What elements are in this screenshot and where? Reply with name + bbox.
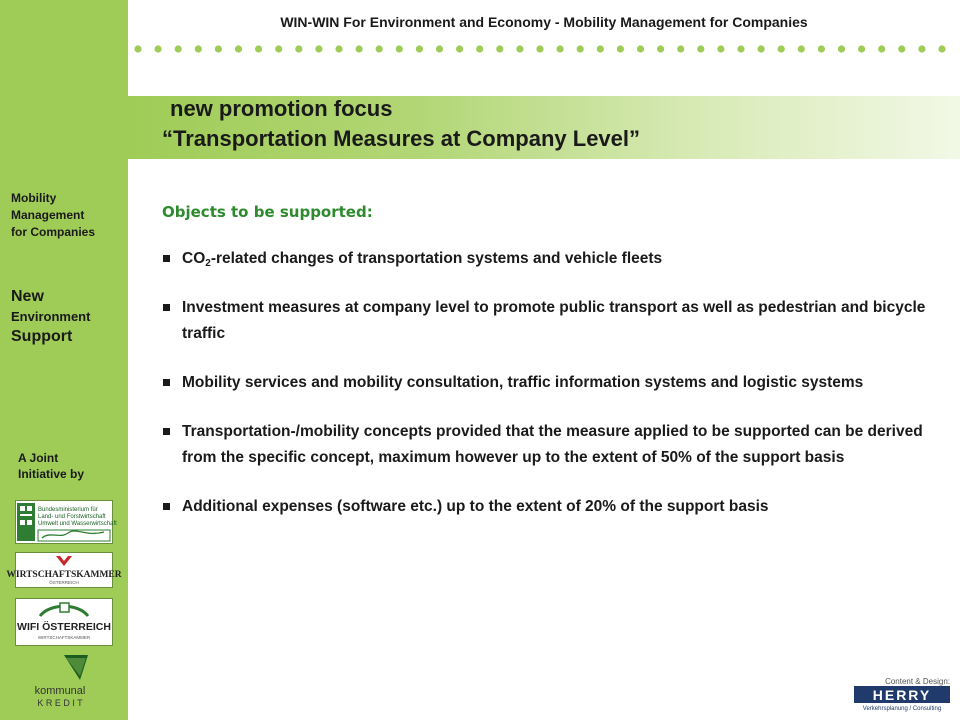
section-heading: Objects to be supported: (162, 203, 373, 221)
sidebar-mm-line: Management (11, 208, 85, 222)
list-item (162, 419, 952, 471)
bullet-text: -related changes of transportation systems and vehicle fleets (210, 250, 663, 267)
bullet-square-icon (163, 379, 170, 386)
decorative-dot (737, 45, 744, 52)
bullet-square-icon (163, 503, 170, 510)
sidebar-support-word: Support (11, 328, 73, 345)
decorative-dot (376, 45, 383, 52)
bmlfuw-logo-text: Umwelt und Wasserwirtschaft (38, 521, 117, 527)
page-header-title: WIN-WIN For Environment and Economy - Mobility Management for Companies (280, 14, 808, 30)
decorative-dot (456, 45, 463, 52)
herry-logo-text: HERRY (872, 687, 932, 703)
decorative-dot (436, 45, 443, 52)
bullet-text: Additional expenses (software etc.) up to the extent of 20% of the support basis (182, 498, 769, 515)
bullet-square-icon (163, 304, 170, 311)
decorative-dot (476, 45, 483, 52)
kommunalkredit-logo (14, 652, 114, 712)
decorative-dot (778, 45, 785, 52)
decorative-dot (898, 45, 905, 52)
decorative-dot (557, 45, 564, 52)
sidebar-new-word: New (11, 288, 44, 305)
decorative-dot (134, 45, 141, 52)
decorative-dot (577, 45, 584, 52)
decorative-dot (597, 45, 604, 52)
kommunal-logo-text: kommunal (34, 685, 86, 697)
wifi-logo-subtext: WIRTSCHAFTSKAMMER (37, 635, 91, 640)
decorative-dot (617, 45, 624, 52)
sidebar-mm-line: Mobility (11, 191, 57, 205)
decorative-dot (215, 45, 222, 52)
decorative-dot (496, 45, 503, 52)
decorative-dot (878, 45, 885, 52)
sidebar-joint-line: Initiative by (18, 467, 85, 481)
wifi-oesterreich-logo (15, 598, 113, 646)
decorative-dot (416, 45, 423, 52)
bullet-subscript: 2 (205, 258, 211, 269)
sidebar-mobility-management-label (11, 190, 95, 241)
decorative-dot (516, 45, 523, 52)
list-item (162, 295, 952, 347)
sidebar-mm-line: for Companies (11, 225, 96, 239)
decorative-dot (195, 45, 202, 52)
banner-title: “Transportation Measures at Company Level” (162, 126, 641, 151)
banner-subtitle: new promotion focus (170, 96, 393, 121)
list-item (162, 494, 952, 520)
decorative-dot (155, 45, 162, 52)
decorative-dot (798, 45, 805, 52)
bullet-list (162, 246, 952, 543)
decorative-dot (175, 45, 182, 52)
sidebar-joint-line: A Joint (18, 451, 59, 465)
decorative-dot (335, 45, 342, 52)
decorative-dot (938, 45, 945, 52)
wifi-logo-text: WIFI ÖSTERREICH (17, 621, 111, 633)
wirtschaftskammer-logo-subtext: ÖSTERREICH (49, 580, 79, 585)
bullet-text: Investment measures at company level to promote public transport as well as pedestrian and bicycle traffic (182, 299, 926, 342)
decorative-dot (396, 45, 403, 52)
wirtschaftskammer-logo-text: WIRTSCHAFTSKAMMER (6, 570, 122, 580)
decorative-dot (758, 45, 765, 52)
kommunal-logo-subtext: K R E D I T (37, 698, 83, 708)
bullet-square-icon (163, 255, 170, 262)
wirtschaftskammer-logo (6, 552, 122, 588)
bullet-square-icon (163, 428, 170, 435)
decorative-dot (858, 45, 865, 52)
list-item (162, 370, 952, 396)
decorative-dot (818, 45, 825, 52)
decorative-dot (677, 45, 684, 52)
decorative-dot (255, 45, 262, 52)
decorative-dot (315, 45, 322, 52)
sidebar-joint-initiative-label (18, 450, 84, 482)
decorative-dot (697, 45, 704, 52)
bullet-text: Transportation-/mobility concepts provided that the measure applied to be supported can be derived from the specific concept, maximum however up to the extent of 50% of the support basis (182, 423, 923, 466)
decorative-dot (717, 45, 724, 52)
decorative-dot (918, 45, 925, 52)
sidebar-environment-word: Environment (11, 309, 91, 324)
decorative-dot (637, 45, 644, 52)
list-item (162, 246, 952, 272)
bullet-text: Mobility services and mobility consultation, traffic information systems and logistic systems (182, 374, 864, 391)
decorative-dot (275, 45, 282, 52)
decorative-dot-row (132, 42, 960, 56)
bullet-text: CO (182, 250, 206, 267)
bmlfuw-logo-text: Land- und Forstwirtschaft (38, 514, 106, 520)
decorative-dot (536, 45, 543, 52)
decorative-dot (356, 45, 363, 52)
decorative-dot (235, 45, 242, 52)
decorative-dot (838, 45, 845, 52)
sidebar-new-environment-support-label (11, 287, 90, 347)
herry-logo (854, 686, 950, 712)
credit-label: Content & Design: (885, 677, 950, 686)
bmlfuw-logo-text: Bundesministerium für (38, 507, 98, 513)
decorative-dot (657, 45, 664, 52)
bmlfuw-logo (15, 500, 117, 544)
decorative-dot (295, 45, 302, 52)
herry-logo-subtext: Verkehrsplanung / Consulting (862, 706, 942, 712)
